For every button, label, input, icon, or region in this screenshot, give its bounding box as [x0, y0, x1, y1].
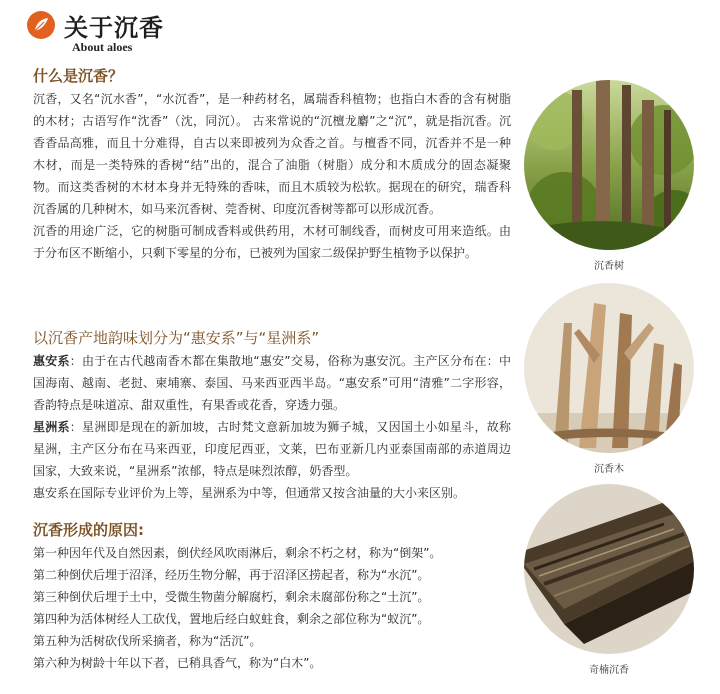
paragraph-huian [33, 350, 511, 416]
term-label: 星洲系 [33, 420, 70, 434]
paragraph: 沉香，又名“沉水香”，“水沉香”，是一种药材名，属瑞香科植物；也指白木香的含有树脂的木材；古语写作“沈香”（沈，同沉）。 古来常说的“沉檀龙麝”之“沉”，就是指沉香。沉香香品高雅，而且十分难得，自古以来即被列为众香之首。与檀香不同，沉香并不是一种木材，而是一类特殊的香树“结”出的，混合了油脂（树脂）成分和木质成分的固态凝聚物。而这类香树的木材本身并无特殊的香味，而且木质较为松软。据现在的研究，瑞香科沉香属的几种树木，如马来沉香树、莞香树、印度沉香树等都可以形成沉香。 [33, 92, 511, 216]
agarwood-trees-photo [524, 80, 694, 250]
list-item: 第一种因年代及自然因素，倒伏经风吹雨淋后，剩余不朽之材，称为“倒架”。 [33, 546, 442, 560]
agarwood-wood-photo [524, 283, 694, 453]
term-text: ：由于在古代越南香木都在集散地“惠安”交易，俗称为惠安沉。主产区分布在：中国海南、越南、老挝、柬埔寨、泰国、马来西亚西半岛。“惠安系”可用“清雅”二字形容，香韵特点是味道凉、甜双重性，有果香或花香，穿透力强。 [33, 354, 511, 412]
list-item: 第五种为活树砍伐所采摘者，称为“活沉”。 [33, 634, 262, 648]
kynam-agarwood-photo [524, 484, 694, 654]
section-origin-classification [33, 328, 511, 504]
section-formation-causes [33, 520, 511, 674]
list-item: 第六种为树龄十年以下者，已稍具香气，称为“白木”。 [33, 656, 322, 670]
cause-list [33, 542, 511, 674]
term-label: 惠安系 [33, 354, 70, 368]
paragraph: 惠安系在国际专业评价为上等，星洲系为中等，但通常又按含油量的大小来区别。 [33, 486, 466, 500]
photo-caption: 沉香木 [594, 464, 624, 475]
list-item: 第二种倒伏后埋于沼泽，经历生物分解，再于沼泽区捞起者，称为“水沉”。 [33, 568, 430, 582]
photo-caption: 奇楠沉香 [589, 665, 629, 676]
section-what-is-agarwood [33, 66, 511, 264]
list-item: 第三种倒伏后埋于土中，受微生物菌分解腐朽，剩余未腐部份称之“土沉”。 [33, 590, 430, 604]
section-heading: 以沉香产地韵味划分为“惠安系”与“星洲系” [33, 329, 320, 347]
term-text: ：星洲即是现在的新加坡，古时梵文意新加坡为狮子城，又因国土小如星斗，故称星洲，主产区分布在马来西亚，印度尼西亚，文莱，巴布亚新几内亚泰国南部的赤道周边国家，大致来说，“星洲系”浓郁，特点是味烈浓醇，奶香型。 [33, 420, 511, 478]
page-title: 关于沉香 [64, 13, 164, 42]
paragraph: 沉香的用途广泛，它的树脂可制成香料或供药用，木材可制线香，而树皮可用来造纸。由于分布区不断缩小，只剩下零星的分布，已被列为国家二级保护野生植物予以保护。 [33, 224, 511, 260]
section-heading: 什么是沉香？ [33, 67, 124, 85]
photo-caption: 沉香树 [594, 261, 624, 272]
paragraph-xingzhou [33, 416, 511, 482]
list-item: 第四种为活体树经人工砍伐，置地后经白蚁蛀食，剩余之部位称为“蚁沉”。 [33, 612, 430, 626]
orange-circle-leaf-icon [26, 10, 56, 40]
section-heading: 沉香形成的原因: [33, 521, 144, 539]
page-subtitle: About aloes [72, 40, 133, 54]
